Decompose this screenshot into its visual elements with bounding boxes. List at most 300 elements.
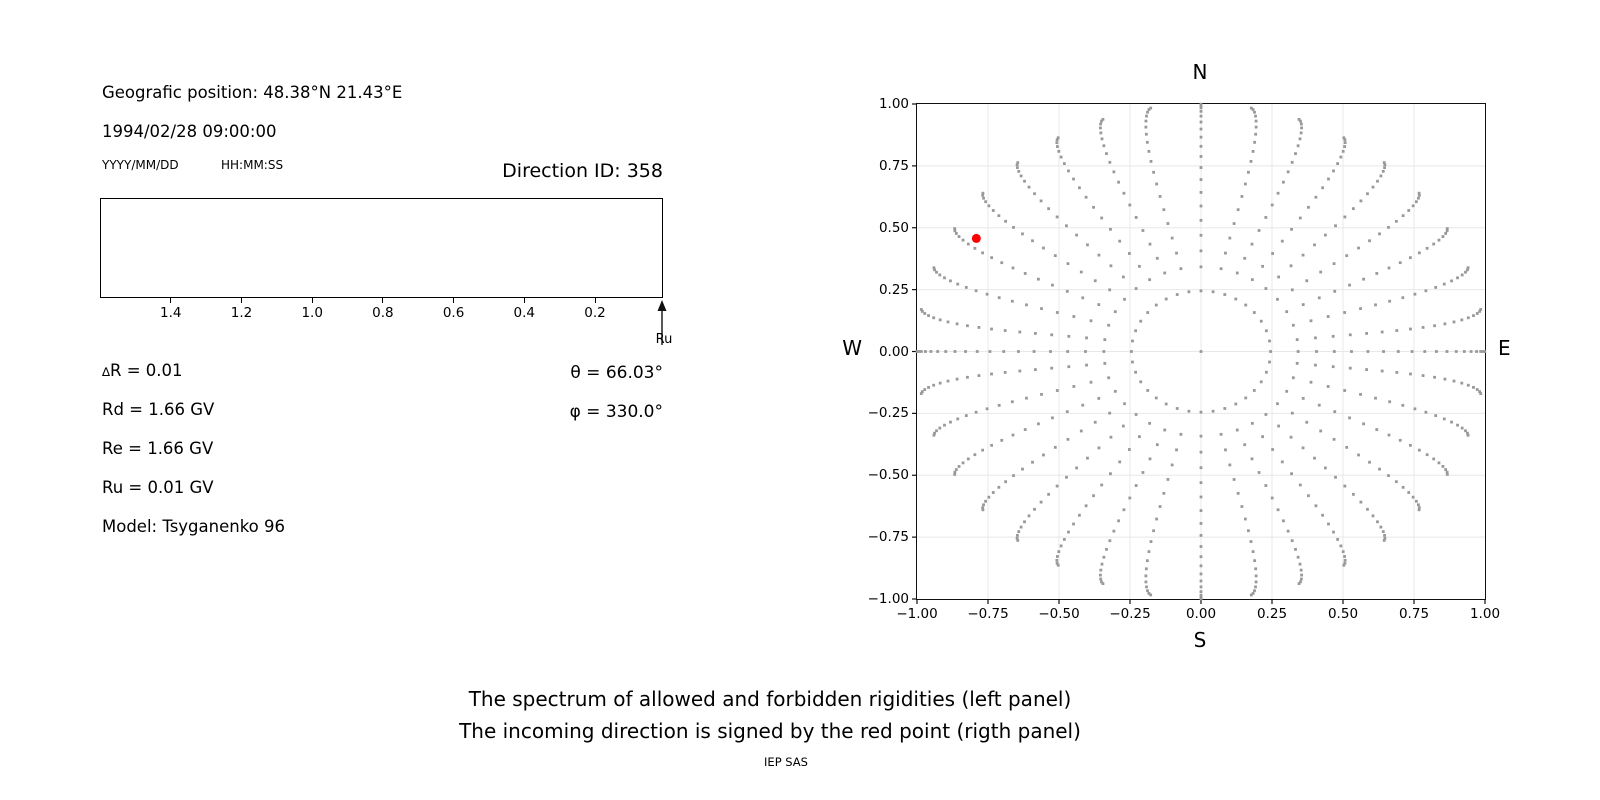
direction-grid-point: [1399, 261, 1402, 264]
direction-grid-point: [1434, 286, 1437, 289]
direction-grid-point: [1453, 380, 1456, 383]
direction-grid-point: [1200, 435, 1203, 438]
direction-grid-point: [1200, 103, 1203, 106]
direction-grid-point: [1255, 120, 1258, 123]
direction-grid-point: [1200, 121, 1203, 124]
credit-text: IEP SAS: [764, 755, 808, 769]
direction-grid-point: [1381, 331, 1384, 334]
direction-grid-point: [1255, 581, 1258, 584]
direction-grid-point: [1253, 389, 1256, 392]
direction-grid-point: [1359, 307, 1362, 310]
direction-grid-point: [1233, 478, 1236, 481]
direction-grid-point: [1251, 422, 1254, 425]
direction-grid-point: [1056, 485, 1059, 488]
direction-grid-point: [1472, 314, 1475, 317]
direction-grid-point: [1023, 520, 1026, 523]
direction-grid-point: [947, 321, 950, 324]
direction-grid-point: [1180, 433, 1183, 436]
direction-grid-point: [1155, 183, 1158, 186]
direction-grid-point: [1067, 335, 1070, 338]
direction-grid-point: [1107, 376, 1110, 379]
spectrum-tick-mark: [312, 298, 313, 303]
direction-grid-point: [1108, 539, 1111, 542]
direction-grid-point: [955, 232, 958, 235]
direction-grid-point: [1362, 422, 1365, 425]
direction-grid-point: [1176, 293, 1179, 296]
direction-grid-point: [1145, 115, 1148, 118]
direction-grid-point: [1102, 556, 1105, 559]
direction-grid-point: [1034, 368, 1037, 371]
direction-grid-point: [1244, 304, 1247, 307]
direction-grid-point: [1146, 141, 1149, 144]
direction-grid-point: [1223, 407, 1226, 410]
direction-grid-point: [1442, 465, 1445, 468]
direction-grid-point: [1171, 237, 1174, 240]
x-tick-label: −1.00: [896, 606, 938, 622]
direction-grid-point: [1435, 350, 1438, 353]
direction-grid-point: [1004, 329, 1007, 332]
y-tick-label: −0.25: [867, 405, 909, 422]
direction-grid-point: [1011, 400, 1014, 403]
direction-grid-point: [1028, 514, 1031, 517]
direction-grid-point: [1142, 471, 1145, 474]
direction-grid-point: [1254, 567, 1257, 570]
direction-grid-point: [1012, 434, 1015, 437]
direction-grid-point: [1327, 315, 1330, 318]
direction-grid-point: [1167, 222, 1170, 225]
direction-grid-point: [1200, 496, 1203, 499]
direction-grid-point: [1163, 429, 1166, 432]
direction-grid-point: [954, 350, 957, 353]
direction-grid-point: [1277, 276, 1280, 279]
direction-grid-point: [1253, 111, 1256, 114]
direction-grid-point: [1165, 403, 1168, 406]
direction-grid-point: [1277, 508, 1280, 511]
direction-grid-point: [1265, 287, 1268, 290]
direction-grid-point: [1362, 278, 1365, 281]
direction-grid-point: [935, 271, 938, 274]
direction-grid-point: [1146, 111, 1149, 114]
direction-grid-point: [1200, 594, 1203, 597]
direction-grid-point: [1112, 170, 1115, 173]
direction-grid-point: [1343, 145, 1346, 148]
direction-grid-point: [1299, 563, 1302, 566]
direction-grid-point: [1075, 234, 1078, 237]
direction-grid-point: [1000, 439, 1003, 442]
direction-grid-point: [982, 197, 985, 200]
direction-grid-point: [1402, 486, 1405, 489]
direction-grid-point: [1128, 204, 1131, 207]
direction-grid-point: [1138, 265, 1141, 268]
direction-grid-point: [1290, 436, 1293, 439]
direction-grid-point: [1464, 429, 1467, 432]
direction-grid-point: [1434, 414, 1437, 417]
direction-grid-point: [1424, 289, 1427, 292]
direction-grid-point: [1000, 261, 1003, 264]
direction-grid-point: [1300, 574, 1303, 577]
direction-grid-point: [924, 350, 927, 353]
direction-grid-point: [1352, 493, 1355, 496]
direction-grid-point: [1375, 272, 1378, 275]
geo-position-text: Geografic position: 48.38°N 21.43°E: [102, 83, 403, 102]
direction-grid-point: [1432, 458, 1435, 461]
direction-grid-point: [1367, 350, 1370, 353]
y-tick-label: 0.00: [878, 343, 909, 360]
direction-grid-point: [1294, 548, 1297, 551]
direction-grid-point: [1276, 298, 1279, 301]
direction-grid-point: [1388, 267, 1391, 270]
direction-grid-point: [1200, 106, 1203, 109]
direction-grid-point: [927, 386, 930, 389]
direction-grid-point: [1016, 166, 1019, 169]
direction-grid-point: [1152, 529, 1155, 532]
direction-grid-point: [1097, 397, 1100, 400]
direction-grid-point: [965, 414, 968, 417]
direction-grid-point: [1131, 361, 1134, 364]
direction-grid-point: [1271, 204, 1274, 207]
direction-grid-point: [1395, 480, 1398, 483]
direction-grid-point: [1407, 491, 1410, 494]
direction-grid-point: [1200, 136, 1203, 139]
direction-grid-point: [1200, 234, 1203, 237]
direction-grid-point: [1220, 433, 1223, 436]
direction-grid-point: [1025, 303, 1028, 306]
direction-grid-point: [1180, 267, 1183, 270]
direction-grid-point: [920, 350, 923, 353]
direction-grid-point: [1376, 520, 1379, 523]
direction-grid-point: [1024, 428, 1027, 431]
direction-grid-point: [1253, 311, 1256, 314]
direction-grid-point: [1368, 239, 1371, 242]
direction-grid-point: [1094, 279, 1097, 282]
direction-grid-point: [1423, 350, 1426, 353]
direction-grid-point: [1200, 564, 1203, 567]
direction-grid-point: [1271, 448, 1274, 451]
direction-grid-point: [953, 473, 956, 476]
direction-grid-point: [1310, 319, 1313, 322]
spectrum-tick-mark: [524, 298, 525, 303]
direction-grid-point: [1336, 162, 1339, 165]
direction-grid-point: [943, 276, 946, 279]
direction-grid-point: [1305, 279, 1308, 282]
direction-grid-point: [1033, 508, 1036, 511]
direction-grid-point: [1350, 350, 1353, 353]
direction-grid-point: [1277, 425, 1280, 428]
direction-grid-point: [1065, 476, 1068, 479]
direction-grid-point: [923, 312, 926, 315]
direction-grid-point: [1086, 457, 1089, 460]
direction-grid-point: [1324, 234, 1327, 237]
direction-grid-point: [1118, 240, 1121, 243]
x-tick-label: 0.00: [1185, 606, 1217, 622]
direction-grid-point: [1033, 350, 1036, 353]
direction-grid-point: [1004, 371, 1007, 374]
direction-grid-point: [1285, 310, 1288, 313]
direction-grid-point: [1443, 417, 1446, 420]
direction-grid-point: [1063, 538, 1066, 541]
y-tick-label: −0.75: [867, 529, 909, 546]
direction-grid-point: [1200, 155, 1203, 158]
spectrum-tick-label: 1.0: [301, 305, 323, 321]
direction-grid-point: [1467, 384, 1470, 387]
direction-grid-point: [1327, 523, 1330, 526]
direction-grid-point: [949, 421, 952, 424]
direction-grid-point: [1102, 350, 1105, 353]
direction-grid-point: [1037, 278, 1040, 281]
direction-grid-point: [933, 434, 936, 437]
direction-grid-point: [1200, 205, 1203, 208]
direction-grid-point: [1142, 229, 1145, 232]
direction-grid-point: [1165, 298, 1168, 301]
direction-grid-point: [1438, 239, 1441, 242]
direction-grid-point: [1318, 296, 1321, 299]
re-text: Re = 1.66 GV: [102, 439, 214, 458]
direction-grid-point: [1450, 421, 1453, 424]
direction-grid-point: [1343, 311, 1346, 314]
direction-grid-point: [1004, 220, 1007, 223]
direction-grid-point: [1264, 216, 1267, 219]
direction-grid-point: [1200, 128, 1203, 131]
direction-grid-point: [1128, 448, 1131, 451]
caption-line-2: The incoming direction is signed by the red point (rigth panel): [459, 719, 1081, 743]
direction-grid-point: [1252, 550, 1255, 553]
direction-grid-point: [1146, 389, 1149, 392]
direction-grid-point: [1108, 412, 1111, 415]
direction-grid-point: [1145, 581, 1148, 584]
direction-grid-point: [920, 308, 923, 311]
direction-grid-point: [1131, 340, 1134, 343]
direction-grid-point: [1134, 329, 1137, 332]
direction-grid-point: [1021, 232, 1024, 235]
incoming-direction-red-point: [972, 234, 981, 243]
direction-grid-point: [1297, 144, 1300, 147]
direction-grid-point: [1244, 518, 1247, 521]
direction-grid-point: [1290, 264, 1293, 267]
direction-grid-point: [958, 465, 961, 468]
direction-grid-point: [982, 503, 985, 506]
direction-grid-point: [1114, 390, 1117, 393]
direction-grid-point: [1175, 448, 1178, 451]
direction-grid-point: [1324, 467, 1327, 470]
direction-grid-point: [1139, 380, 1142, 383]
direction-grid-point: [1085, 196, 1088, 199]
direction-grid-point: [973, 453, 976, 456]
direction-grid-point: [1122, 425, 1125, 428]
direction-grid-point: [1057, 150, 1060, 153]
direction-grid-point: [1149, 243, 1152, 246]
y-tick-label: 0.25: [878, 281, 909, 298]
direction-grid-point: [1020, 526, 1023, 529]
direction-grid-point: [1236, 429, 1239, 432]
direction-grid-point: [1292, 376, 1295, 379]
direction-grid-point: [1135, 484, 1138, 487]
direction-grid-point: [962, 461, 965, 464]
direction-grid-point: [1418, 251, 1421, 254]
spectrum-tick-mark: [453, 298, 454, 303]
direction-grid-point: [1300, 131, 1303, 134]
direction-grid-point: [1382, 530, 1385, 533]
direction-grid-point: [1314, 364, 1317, 367]
date-format-label: YYYY/MM/DD: [102, 158, 179, 172]
direction-grid-point: [1123, 402, 1126, 405]
direction-grid-point: [1228, 464, 1231, 467]
direction-grid-point: [1360, 501, 1363, 504]
direction-grid-point: [1479, 308, 1482, 311]
direction-grid-point: [1472, 386, 1475, 389]
direction-grid-point: [1291, 539, 1294, 542]
direction-grid-point: [1156, 443, 1159, 446]
direction-grid-point: [1395, 371, 1398, 374]
direction-grid-point: [1334, 476, 1337, 479]
direction-grid-point: [1066, 410, 1069, 413]
direction-grid-point: [1382, 350, 1385, 353]
direction-grid-point: [1352, 207, 1355, 210]
direction-grid-point: [1453, 321, 1456, 324]
direction-grid-point: [1200, 597, 1203, 600]
direction-grid-point: [1139, 320, 1142, 323]
direction-grid-point: [1063, 162, 1066, 165]
direction-grid-point: [1102, 144, 1105, 147]
direction-grid-point: [1254, 586, 1257, 589]
direction-grid-point: [1395, 220, 1398, 223]
direction-grid-point: [1155, 518, 1158, 521]
direction-grid-point: [1021, 468, 1024, 471]
direction-grid-point: [1060, 545, 1063, 548]
direction-grid-point: [1414, 293, 1417, 296]
direction-grid-point: [1333, 438, 1336, 441]
direction-grid-point: [1101, 137, 1104, 140]
direction-grid-point: [1200, 411, 1203, 414]
direction-grid-point: [1318, 404, 1321, 407]
direction-grid-point: [1305, 421, 1308, 424]
direction-grid-point: [1432, 243, 1435, 246]
direction-grid-point: [1018, 331, 1021, 334]
direction-grid-point: [1475, 350, 1478, 353]
direction-grid-point: [1378, 232, 1381, 235]
direction-grid-point: [984, 500, 987, 503]
direction-grid-point: [1446, 227, 1449, 230]
direction-grid-point: [990, 256, 993, 259]
direction-grid-point: [1388, 434, 1391, 437]
direction-grid-point: [1281, 460, 1284, 463]
direction-grid-point: [997, 214, 1000, 217]
direction-grid-point: [1307, 206, 1310, 209]
direction-grid-point: [1100, 217, 1103, 220]
direction-grid-point: [1268, 340, 1271, 343]
direction-grid-point: [1314, 196, 1317, 199]
direction-grid-point: [1149, 107, 1152, 110]
direction-grid-point: [1476, 388, 1479, 391]
direction-grid-point: [1002, 350, 1005, 353]
direction-grid-point: [1057, 136, 1060, 139]
direction-grid-point: [943, 424, 946, 427]
direction-grid-point: [1251, 278, 1254, 281]
direction-grid-point: [1200, 585, 1203, 588]
direction-grid-point: [1055, 141, 1058, 144]
direction-grid-point: [936, 350, 939, 353]
direction-grid-point: [1333, 410, 1336, 413]
direction-grid-point: [933, 266, 936, 269]
direction-grid-point: [1110, 264, 1113, 267]
direction-grid-point: [1086, 243, 1089, 246]
direction-grid-point: [1236, 272, 1239, 275]
direction-grid-point: [982, 192, 985, 195]
direction-grid-point: [1297, 556, 1300, 559]
x-tick-label: 0.50: [1327, 606, 1359, 622]
direction-grid-point: [1342, 150, 1345, 153]
direction-grid-point: [939, 318, 942, 321]
direction-grid-point: [932, 384, 935, 387]
direction-grid-point: [1255, 574, 1258, 577]
direction-grid-point: [1145, 567, 1148, 570]
direction-grid-point: [1040, 393, 1043, 396]
direction-grid-point: [1387, 474, 1390, 477]
direction-grid-point: [1033, 192, 1036, 195]
direction-grid-point: [923, 388, 926, 391]
direction-grid-point: [1444, 468, 1447, 471]
direction-grid-point: [1456, 424, 1459, 427]
direction-grid-point: [1268, 361, 1271, 364]
direction-grid-point: [1241, 505, 1244, 508]
direction-grid-point: [1302, 254, 1305, 257]
direction-grid-point: [1334, 224, 1337, 227]
direction-grid-point: [956, 283, 959, 286]
direction-grid-point: [1409, 328, 1412, 331]
direction-grid-point: [962, 239, 965, 242]
direction-grid-point: [1374, 397, 1377, 400]
direction-grid-point: [1200, 590, 1203, 593]
direction-grid-point: [1072, 385, 1075, 388]
direction-grid-point: [1085, 364, 1088, 367]
direction-grid-point: [1388, 400, 1391, 403]
cardinal-south-label: S: [1193, 628, 1207, 652]
direction-grid-point: [1200, 166, 1203, 169]
direction-grid-point: [1375, 428, 1378, 431]
direction-grid-point: [1357, 247, 1360, 250]
direction-grid-point: [1298, 582, 1301, 585]
direction-grid-point: [1099, 574, 1102, 577]
theta-text: θ = 66.03°: [570, 363, 663, 383]
direction-grid-point: [1200, 115, 1203, 118]
direction-grid-point: [1292, 324, 1295, 327]
direction-grid-point: [1128, 252, 1131, 255]
direction-grid-point: [1049, 350, 1052, 353]
direction-grid-point: [1345, 254, 1348, 257]
direction-grid-point: [1078, 186, 1081, 189]
direction-grid-point: [1319, 430, 1322, 433]
direction-grid-point: [958, 235, 961, 238]
direction-grid-point: [1483, 350, 1486, 353]
direction-grid-point: [987, 496, 990, 499]
direction-grid-point: [1040, 501, 1043, 504]
direction-grid-point: [975, 289, 978, 292]
direction-grid-point: [987, 204, 990, 207]
direction-grid-point: [1017, 530, 1020, 533]
direction-grid-point: [1102, 118, 1105, 121]
direction-grid-point: [1237, 208, 1240, 211]
direction-grid-point: [1282, 519, 1285, 522]
direction-grid-point: [1456, 276, 1459, 279]
direction-grid-point: [1145, 133, 1148, 136]
direction-grid-point: [1067, 170, 1070, 173]
direction-grid-point: [1381, 370, 1384, 373]
direction-grid-point: [944, 350, 947, 353]
direction-grid-point: [1285, 390, 1288, 393]
caption-line-1: The spectrum of allowed and forbidden rigidities (left panel): [468, 687, 1072, 711]
spectrum-tick-mark: [241, 298, 242, 303]
ru-text: Ru = 0.01 GV: [102, 478, 214, 497]
direction-grid-point: [1349, 367, 1352, 370]
